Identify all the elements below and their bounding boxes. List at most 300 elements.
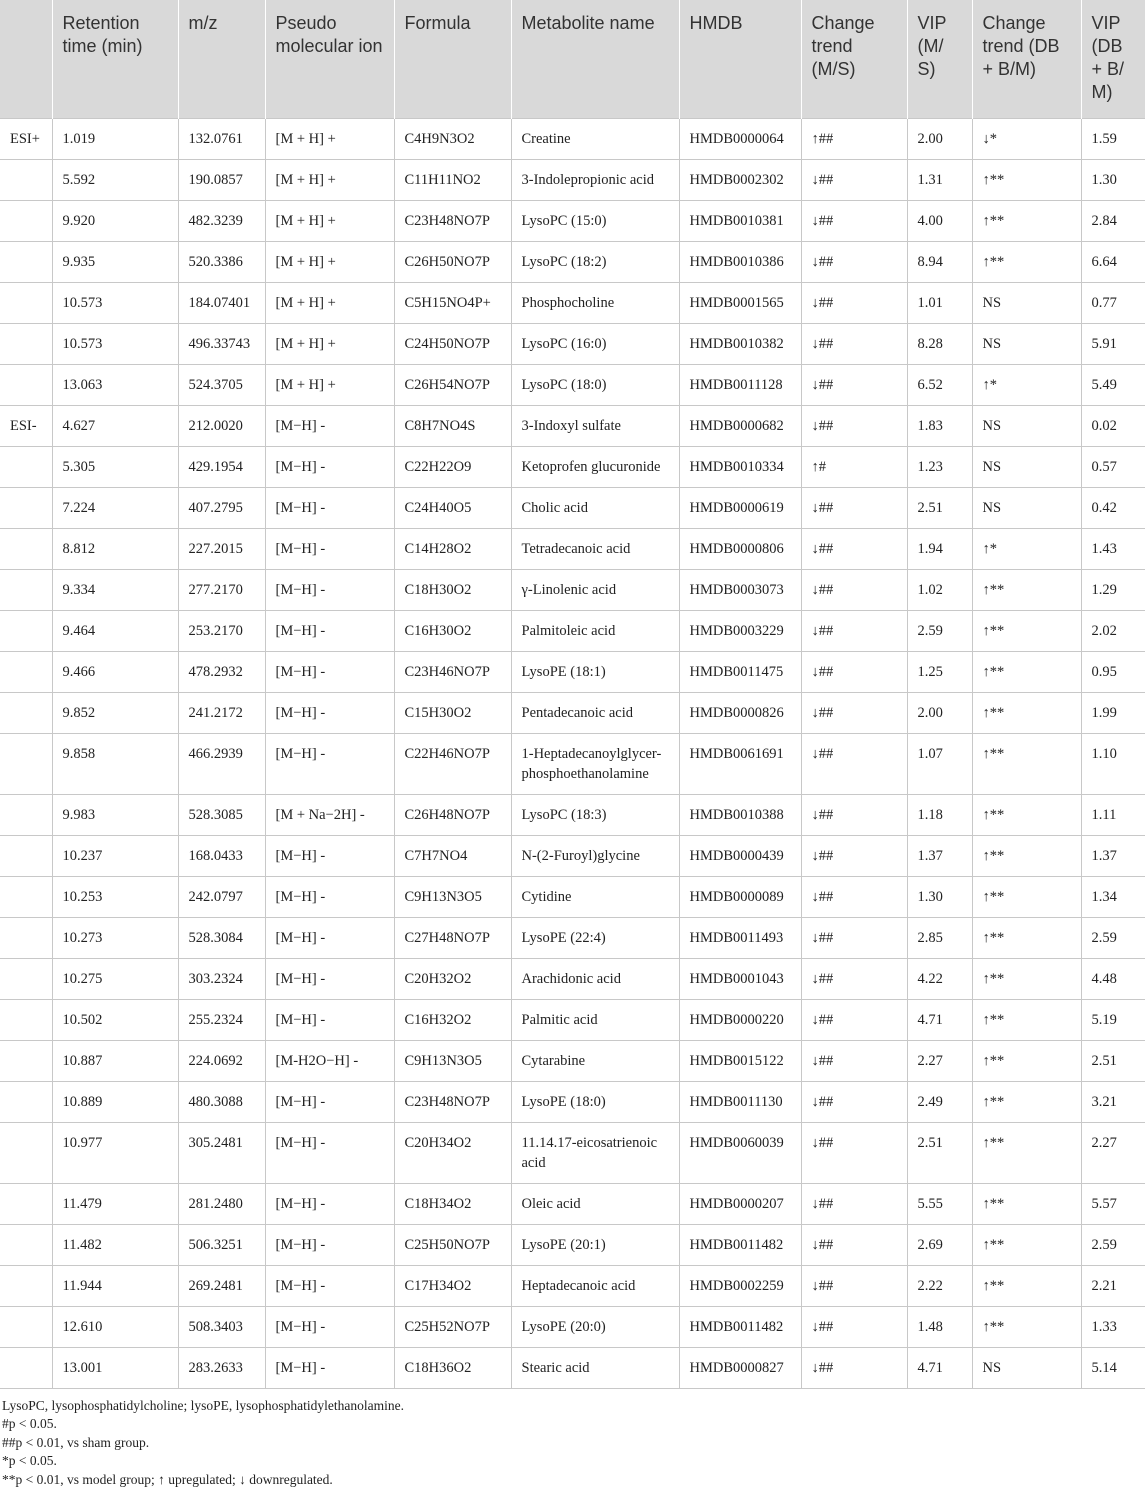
pseudo-ion-cell: [M−H] - xyxy=(265,692,394,733)
formula-cell: C16H32O2 xyxy=(394,999,511,1040)
retention-time-cell: 10.275 xyxy=(52,958,178,999)
change-trend-ms-cell: ↓## xyxy=(801,835,907,876)
change-trend-ms-cell: ↓## xyxy=(801,692,907,733)
ionization-mode-cell xyxy=(0,1306,52,1347)
retention-time-cell: 4.627 xyxy=(52,405,178,446)
table-row xyxy=(0,651,1145,692)
formula-cell: C18H30O2 xyxy=(394,569,511,610)
hmdb-cell: HMDB0010388 xyxy=(679,794,801,835)
change-trend-db-cell: NS xyxy=(972,487,1081,528)
hmdb-cell: HMDB0000827 xyxy=(679,1347,801,1388)
retention-time-cell: 10.253 xyxy=(52,876,178,917)
mz-cell: 212.0020 xyxy=(178,405,265,446)
change-trend-db-cell: NS xyxy=(972,1347,1081,1388)
table-row xyxy=(0,241,1145,282)
change-trend-ms-cell: ↓## xyxy=(801,733,907,794)
vip-db-cell: 5.57 xyxy=(1081,1183,1145,1224)
hmdb-cell: HMDB0000826 xyxy=(679,692,801,733)
metabolite-name-cell: Phosphocholine xyxy=(511,282,679,323)
hmdb-cell: HMDB0011130 xyxy=(679,1081,801,1122)
table-row xyxy=(0,835,1145,876)
mz-cell: 520.3386 xyxy=(178,241,265,282)
retention-time-cell: 8.812 xyxy=(52,528,178,569)
formula-cell: C9H13N3O5 xyxy=(394,876,511,917)
vip-db-cell: 1.11 xyxy=(1081,794,1145,835)
retention-time-cell: 10.502 xyxy=(52,999,178,1040)
pseudo-ion-cell: [M + H] + xyxy=(265,159,394,200)
formula-cell: C23H46NO7P xyxy=(394,651,511,692)
hmdb-cell: HMDB0011493 xyxy=(679,917,801,958)
metabolite-name-cell: LysoPE (18:0) xyxy=(511,1081,679,1122)
change-trend-db-cell: ↑** xyxy=(972,1265,1081,1306)
table-row xyxy=(0,569,1145,610)
vip-db-cell: 2.02 xyxy=(1081,610,1145,651)
formula-cell: C4H9N3O2 xyxy=(394,118,511,159)
vip-db-cell: 5.19 xyxy=(1081,999,1145,1040)
change-trend-ms-cell: ↓## xyxy=(801,1081,907,1122)
vip-db-cell: 1.37 xyxy=(1081,835,1145,876)
change-trend-db-cell: ↑** xyxy=(972,835,1081,876)
vip-db-cell: 6.64 xyxy=(1081,241,1145,282)
vip-db-cell: 3.21 xyxy=(1081,1081,1145,1122)
ionization-mode-cell xyxy=(0,1183,52,1224)
formula-cell: C20H32O2 xyxy=(394,958,511,999)
pseudo-ion-cell: [M−H] - xyxy=(265,1122,394,1183)
mz-cell: 224.0692 xyxy=(178,1040,265,1081)
hmdb-cell: HMDB0010386 xyxy=(679,241,801,282)
mz-cell: 480.3088 xyxy=(178,1081,265,1122)
retention-time-cell: 10.573 xyxy=(52,282,178,323)
ionization-mode-cell xyxy=(0,651,52,692)
formula-cell: C23H48NO7P xyxy=(394,200,511,241)
vip-db-cell: 5.91 xyxy=(1081,323,1145,364)
hmdb-cell: HMDB0011128 xyxy=(679,364,801,405)
change-trend-db-cell: ↑** xyxy=(972,1122,1081,1183)
metabolite-name-cell: Cytarabine xyxy=(511,1040,679,1081)
retention-time-cell: 9.464 xyxy=(52,610,178,651)
change-trend-db-cell: ↑** xyxy=(972,917,1081,958)
change-trend-ms-cell: ↑## xyxy=(801,118,907,159)
hmdb-cell: HMDB0011475 xyxy=(679,651,801,692)
vip-ms-cell: 1.23 xyxy=(907,446,972,487)
metabolite-name-cell: 1-Heptadecanoylglycer-phosphoethanolamine xyxy=(511,733,679,794)
formula-cell: C18H36O2 xyxy=(394,1347,511,1388)
hmdb-cell: HMDB0002302 xyxy=(679,159,801,200)
change-trend-db-cell: ↑** xyxy=(972,999,1081,1040)
retention-time-cell: 9.983 xyxy=(52,794,178,835)
hmdb-cell: HMDB0000682 xyxy=(679,405,801,446)
hmdb-cell: HMDB0000220 xyxy=(679,999,801,1040)
hmdb-cell: HMDB0010382 xyxy=(679,323,801,364)
table-row xyxy=(0,1183,1145,1224)
column-header: VIP (M/ S) xyxy=(907,0,972,118)
vip-ms-cell: 1.02 xyxy=(907,569,972,610)
change-trend-db-cell: ↑** xyxy=(972,1081,1081,1122)
change-trend-db-cell: NS xyxy=(972,446,1081,487)
change-trend-db-cell: ↑** xyxy=(972,794,1081,835)
change-trend-db-cell: ↑** xyxy=(972,569,1081,610)
hmdb-cell: HMDB0000806 xyxy=(679,528,801,569)
hmdb-cell: HMDB0010334 xyxy=(679,446,801,487)
formula-cell: C25H50NO7P xyxy=(394,1224,511,1265)
table-row xyxy=(0,958,1145,999)
mz-cell: 429.1954 xyxy=(178,446,265,487)
change-trend-ms-cell: ↓## xyxy=(801,610,907,651)
table-row xyxy=(0,528,1145,569)
table-row xyxy=(0,159,1145,200)
change-trend-db-cell: ↑** xyxy=(972,610,1081,651)
table-row xyxy=(0,405,1145,446)
mz-cell: 281.2480 xyxy=(178,1183,265,1224)
metabolite-name-cell: Creatine xyxy=(511,118,679,159)
pseudo-ion-cell: [M−H] - xyxy=(265,405,394,446)
metabolite-name-cell: Pentadecanoic acid xyxy=(511,692,679,733)
ionization-mode-cell xyxy=(0,487,52,528)
change-trend-db-cell: NS xyxy=(972,405,1081,446)
mz-cell: 303.2324 xyxy=(178,958,265,999)
metabolite-name-cell: LysoPC (18:2) xyxy=(511,241,679,282)
change-trend-ms-cell: ↓## xyxy=(801,1224,907,1265)
vip-ms-cell: 2.22 xyxy=(907,1265,972,1306)
pseudo-ion-cell: [M−H] - xyxy=(265,835,394,876)
mz-cell: 241.2172 xyxy=(178,692,265,733)
retention-time-cell: 9.852 xyxy=(52,692,178,733)
ionization-mode-cell xyxy=(0,835,52,876)
table-row xyxy=(0,446,1145,487)
column-header: Formula xyxy=(394,0,511,118)
change-trend-ms-cell: ↓## xyxy=(801,1040,907,1081)
change-trend-db-cell: ↓* xyxy=(972,118,1081,159)
mz-cell: 283.2633 xyxy=(178,1347,265,1388)
metabolite-name-cell: Stearic acid xyxy=(511,1347,679,1388)
retention-time-cell: 13.063 xyxy=(52,364,178,405)
pseudo-ion-cell: [M−H] - xyxy=(265,1347,394,1388)
hmdb-cell: HMDB0003229 xyxy=(679,610,801,651)
metabolite-name-cell: Tetradecanoic acid xyxy=(511,528,679,569)
change-trend-db-cell: ↑** xyxy=(972,651,1081,692)
pseudo-ion-cell: [M−H] - xyxy=(265,1081,394,1122)
column-header: Pseudo molecular ion xyxy=(265,0,394,118)
vip-ms-cell: 5.55 xyxy=(907,1183,972,1224)
footnote: #p < 0.05. xyxy=(2,1415,1145,1434)
formula-cell: C27H48NO7P xyxy=(394,917,511,958)
mz-cell: 242.0797 xyxy=(178,876,265,917)
hmdb-cell: HMDB0061691 xyxy=(679,733,801,794)
vip-db-cell: 1.30 xyxy=(1081,159,1145,200)
metabolite-name-cell: N-(2-Furoyl)glycine xyxy=(511,835,679,876)
pseudo-ion-cell: [M-H2O−H] - xyxy=(265,1040,394,1081)
ionization-mode-cell: ESI- xyxy=(0,405,52,446)
metabolite-name-cell: LysoPC (18:0) xyxy=(511,364,679,405)
change-trend-db-cell: ↑** xyxy=(972,876,1081,917)
ionization-mode-cell xyxy=(0,733,52,794)
formula-cell: C8H7NO4S xyxy=(394,405,511,446)
hmdb-cell: HMDB0000089 xyxy=(679,876,801,917)
mz-cell: 528.3084 xyxy=(178,917,265,958)
change-trend-ms-cell: ↓## xyxy=(801,159,907,200)
change-trend-ms-cell: ↓## xyxy=(801,528,907,569)
pseudo-ion-cell: [M + H] + xyxy=(265,323,394,364)
mz-cell: 508.3403 xyxy=(178,1306,265,1347)
mz-cell: 478.2932 xyxy=(178,651,265,692)
change-trend-ms-cell: ↓## xyxy=(801,1265,907,1306)
pseudo-ion-cell: [M−H] - xyxy=(265,569,394,610)
ionization-mode-cell xyxy=(0,794,52,835)
vip-ms-cell: 1.31 xyxy=(907,159,972,200)
table-row xyxy=(0,200,1145,241)
change-trend-ms-cell: ↓## xyxy=(801,1122,907,1183)
vip-ms-cell: 4.22 xyxy=(907,958,972,999)
change-trend-ms-cell: ↓## xyxy=(801,569,907,610)
footnote: LysoPC, lysophosphatidylcholine; lysoPE, lysophosphatidylethanolamine. xyxy=(2,1397,1145,1416)
change-trend-ms-cell: ↓## xyxy=(801,876,907,917)
change-trend-db-cell: ↑** xyxy=(972,692,1081,733)
metabolite-name-cell: LysoPC (18:3) xyxy=(511,794,679,835)
table-row xyxy=(0,794,1145,835)
change-trend-db-cell: ↑** xyxy=(972,1040,1081,1081)
vip-ms-cell: 1.07 xyxy=(907,733,972,794)
pseudo-ion-cell: [M + H] + xyxy=(265,200,394,241)
change-trend-db-cell: ↑** xyxy=(972,733,1081,794)
ionization-mode-cell xyxy=(0,958,52,999)
retention-time-cell: 12.610 xyxy=(52,1306,178,1347)
vip-ms-cell: 1.25 xyxy=(907,651,972,692)
vip-db-cell: 0.42 xyxy=(1081,487,1145,528)
column-header: m/z xyxy=(178,0,265,118)
ionization-mode-cell: ESI+ xyxy=(0,118,52,159)
metabolite-name-cell: 3-Indolepropionic acid xyxy=(511,159,679,200)
ionization-mode-cell xyxy=(0,1122,52,1183)
pseudo-ion-cell: [M−H] - xyxy=(265,917,394,958)
vip-ms-cell: 1.37 xyxy=(907,835,972,876)
ionization-mode-cell xyxy=(0,323,52,364)
table-row xyxy=(0,282,1145,323)
vip-ms-cell: 2.85 xyxy=(907,917,972,958)
vip-db-cell: 0.95 xyxy=(1081,651,1145,692)
table-row xyxy=(0,1306,1145,1347)
vip-ms-cell: 4.71 xyxy=(907,999,972,1040)
hmdb-cell: HMDB0011482 xyxy=(679,1224,801,1265)
table-row xyxy=(0,610,1145,651)
table-row xyxy=(0,876,1145,917)
metabolite-name-cell: LysoPC (16:0) xyxy=(511,323,679,364)
formula-cell: C22H22O9 xyxy=(394,446,511,487)
hmdb-cell: HMDB0002259 xyxy=(679,1265,801,1306)
ionization-mode-cell xyxy=(0,1081,52,1122)
hmdb-cell: HMDB0000064 xyxy=(679,118,801,159)
formula-cell: C24H50NO7P xyxy=(394,323,511,364)
mz-cell: 407.2795 xyxy=(178,487,265,528)
table-row xyxy=(0,733,1145,794)
formula-cell: C14H28O2 xyxy=(394,528,511,569)
ionization-mode-cell xyxy=(0,692,52,733)
change-trend-db-cell: ↑** xyxy=(972,958,1081,999)
vip-db-cell: 1.29 xyxy=(1081,569,1145,610)
retention-time-cell: 1.019 xyxy=(52,118,178,159)
vip-ms-cell: 2.27 xyxy=(907,1040,972,1081)
ionization-mode-cell xyxy=(0,364,52,405)
change-trend-db-cell: ↑* xyxy=(972,528,1081,569)
ionization-mode-cell xyxy=(0,159,52,200)
change-trend-db-cell: NS xyxy=(972,282,1081,323)
formula-cell: C17H34O2 xyxy=(394,1265,511,1306)
vip-ms-cell: 1.18 xyxy=(907,794,972,835)
vip-db-cell: 2.51 xyxy=(1081,1040,1145,1081)
vip-db-cell: 1.99 xyxy=(1081,692,1145,733)
retention-time-cell: 10.273 xyxy=(52,917,178,958)
table-row xyxy=(0,1081,1145,1122)
table-row xyxy=(0,118,1145,159)
metabolite-name-cell: 11.14.17-eicosatrienoic acid xyxy=(511,1122,679,1183)
metabolite-name-cell: LysoPC (15:0) xyxy=(511,200,679,241)
vip-ms-cell: 2.51 xyxy=(907,1122,972,1183)
formula-cell: C18H34O2 xyxy=(394,1183,511,1224)
hmdb-cell: HMDB0060039 xyxy=(679,1122,801,1183)
vip-db-cell: 1.33 xyxy=(1081,1306,1145,1347)
formula-cell: C16H30O2 xyxy=(394,610,511,651)
pseudo-ion-cell: [M−H] - xyxy=(265,1183,394,1224)
pseudo-ion-cell: [M−H] - xyxy=(265,651,394,692)
column-header: Change trend (DB + B/M) xyxy=(972,0,1081,118)
vip-db-cell: 4.48 xyxy=(1081,958,1145,999)
hmdb-cell: HMDB0000207 xyxy=(679,1183,801,1224)
vip-db-cell: 0.77 xyxy=(1081,282,1145,323)
vip-ms-cell: 2.59 xyxy=(907,610,972,651)
table-row xyxy=(0,692,1145,733)
ionization-mode-cell xyxy=(0,610,52,651)
mz-cell: 524.3705 xyxy=(178,364,265,405)
vip-ms-cell: 1.01 xyxy=(907,282,972,323)
vip-ms-cell: 2.69 xyxy=(907,1224,972,1265)
vip-db-cell: 0.02 xyxy=(1081,405,1145,446)
formula-cell: C11H11NO2 xyxy=(394,159,511,200)
metabolite-name-cell: γ-Linolenic acid xyxy=(511,569,679,610)
formula-cell: C23H48NO7P xyxy=(394,1081,511,1122)
metabolite-name-cell: 3-Indoxyl sulfate xyxy=(511,405,679,446)
change-trend-db-cell: ↑** xyxy=(972,241,1081,282)
change-trend-ms-cell: ↓## xyxy=(801,794,907,835)
vip-db-cell: 1.10 xyxy=(1081,733,1145,794)
retention-time-cell: 10.573 xyxy=(52,323,178,364)
vip-db-cell: 2.59 xyxy=(1081,917,1145,958)
change-trend-ms-cell: ↓## xyxy=(801,200,907,241)
metabolite-name-cell: Palmitic acid xyxy=(511,999,679,1040)
formula-cell: C22H46NO7P xyxy=(394,733,511,794)
mz-cell: 305.2481 xyxy=(178,1122,265,1183)
table-row xyxy=(0,1122,1145,1183)
vip-db-cell: 2.84 xyxy=(1081,200,1145,241)
change-trend-ms-cell: ↓## xyxy=(801,487,907,528)
table-row xyxy=(0,917,1145,958)
pseudo-ion-cell: [M−H] - xyxy=(265,446,394,487)
ionization-mode-cell xyxy=(0,999,52,1040)
mz-cell: 528.3085 xyxy=(178,794,265,835)
change-trend-db-cell: ↑** xyxy=(972,1224,1081,1265)
mz-cell: 184.07401 xyxy=(178,282,265,323)
formula-cell: C9H13N3O5 xyxy=(394,1040,511,1081)
vip-ms-cell: 1.94 xyxy=(907,528,972,569)
retention-time-cell: 9.920 xyxy=(52,200,178,241)
change-trend-ms-cell: ↓## xyxy=(801,1306,907,1347)
ionization-mode-cell xyxy=(0,528,52,569)
metabolite-name-cell: Cholic acid xyxy=(511,487,679,528)
change-trend-db-cell: ↑** xyxy=(972,200,1081,241)
hmdb-cell: HMDB0010381 xyxy=(679,200,801,241)
footnote: **p < 0.01, vs model group; ↑ upregulated; ↓ downregulated. xyxy=(2,1471,1145,1489)
ionization-mode-cell xyxy=(0,1265,52,1306)
metabolite-name-cell: Heptadecanoic acid xyxy=(511,1265,679,1306)
pseudo-ion-cell: [M + H] + xyxy=(265,118,394,159)
pseudo-ion-cell: [M−H] - xyxy=(265,487,394,528)
footnote: *p < 0.05. xyxy=(2,1452,1145,1471)
hmdb-cell: HMDB0003073 xyxy=(679,569,801,610)
table-body xyxy=(0,118,1145,1388)
table-row xyxy=(0,364,1145,405)
pseudo-ion-cell: [M + H] + xyxy=(265,241,394,282)
mz-cell: 269.2481 xyxy=(178,1265,265,1306)
retention-time-cell: 9.334 xyxy=(52,569,178,610)
change-trend-ms-cell: ↓## xyxy=(801,651,907,692)
change-trend-ms-cell: ↓## xyxy=(801,405,907,446)
pseudo-ion-cell: [M−H] - xyxy=(265,733,394,794)
mz-cell: 496.33743 xyxy=(178,323,265,364)
footnote: ##p < 0.01, vs sham group. xyxy=(2,1434,1145,1453)
metabolite-name-cell: Oleic acid xyxy=(511,1183,679,1224)
change-trend-ms-cell: ↑# xyxy=(801,446,907,487)
vip-db-cell: 2.59 xyxy=(1081,1224,1145,1265)
mz-cell: 253.2170 xyxy=(178,610,265,651)
vip-db-cell: 5.49 xyxy=(1081,364,1145,405)
pseudo-ion-cell: [M−H] - xyxy=(265,1265,394,1306)
table-footnotes xyxy=(0,1389,1145,1489)
hmdb-cell: HMDB0000439 xyxy=(679,835,801,876)
vip-db-cell: 1.43 xyxy=(1081,528,1145,569)
pseudo-ion-cell: [M−H] - xyxy=(265,528,394,569)
formula-cell: C26H54NO7P xyxy=(394,364,511,405)
mz-cell: 168.0433 xyxy=(178,835,265,876)
metabolite-name-cell: LysoPE (18:1) xyxy=(511,651,679,692)
mz-cell: 482.3239 xyxy=(178,200,265,241)
column-header: HMDB xyxy=(679,0,801,118)
retention-time-cell: 10.887 xyxy=(52,1040,178,1081)
ionization-mode-cell xyxy=(0,446,52,487)
formula-cell: C26H48NO7P xyxy=(394,794,511,835)
ionization-mode-cell xyxy=(0,1347,52,1388)
vip-ms-cell: 1.48 xyxy=(907,1306,972,1347)
change-trend-ms-cell: ↓## xyxy=(801,1183,907,1224)
change-trend-db-cell: ↑** xyxy=(972,1183,1081,1224)
change-trend-ms-cell: ↓## xyxy=(801,917,907,958)
pseudo-ion-cell: [M + Na−2H] - xyxy=(265,794,394,835)
change-trend-db-cell: NS xyxy=(972,323,1081,364)
pseudo-ion-cell: [M + H] + xyxy=(265,282,394,323)
retention-time-cell: 7.224 xyxy=(52,487,178,528)
vip-ms-cell: 2.00 xyxy=(907,692,972,733)
change-trend-db-cell: ↑** xyxy=(972,159,1081,200)
formula-cell: C25H52NO7P xyxy=(394,1306,511,1347)
table-row xyxy=(0,487,1145,528)
change-trend-ms-cell: ↓## xyxy=(801,364,907,405)
table-row xyxy=(0,1265,1145,1306)
retention-time-cell: 11.482 xyxy=(52,1224,178,1265)
mz-cell: 132.0761 xyxy=(178,118,265,159)
vip-ms-cell: 8.28 xyxy=(907,323,972,364)
hmdb-cell: HMDB0000619 xyxy=(679,487,801,528)
mz-cell: 466.2939 xyxy=(178,733,265,794)
formula-cell: C5H15NO4P+ xyxy=(394,282,511,323)
pseudo-ion-cell: [M−H] - xyxy=(265,876,394,917)
mz-cell: 506.3251 xyxy=(178,1224,265,1265)
